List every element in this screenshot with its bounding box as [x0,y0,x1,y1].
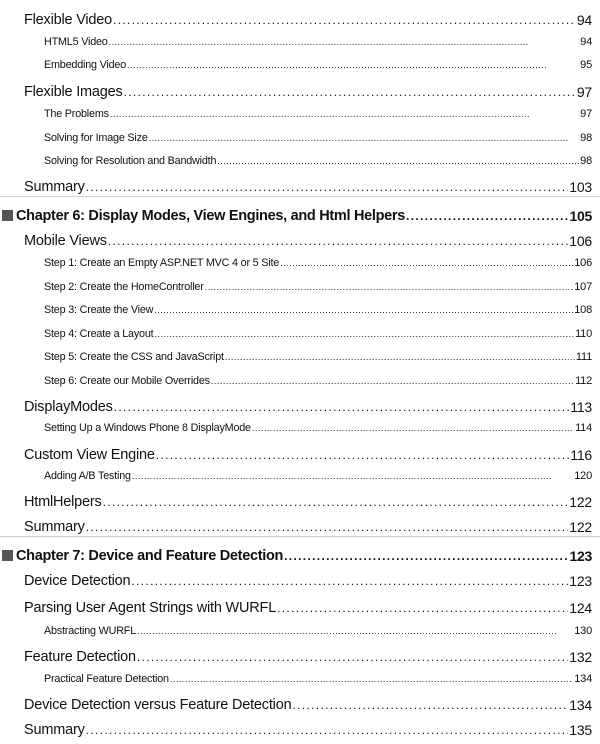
toc-entry-title: Flexible Images [24,84,123,100]
toc-page-number: 98 [580,155,592,167]
dot-leader [113,12,576,28]
toc-subsection-row[interactable] [0,104,600,120]
toc-entry-title: Solving for Image Size [44,132,148,144]
toc-chapter-row[interactable] [0,204,600,224]
toc-section-row[interactable] [0,718,600,738]
toc-subsection-row[interactable] [0,371,600,387]
toc-chapter-row[interactable] [0,544,600,564]
dot-leader [109,36,580,48]
toc-page-number: 134 [574,673,592,685]
toc-entry-title: Embedding Video [44,59,127,71]
toc-subsection-row[interactable] [0,347,600,363]
toc-entry-title: Flexible Video [24,12,113,28]
toc-page-number: 94 [580,36,592,48]
toc-page-number: 111 [575,351,592,363]
toc-section-row[interactable] [0,569,600,589]
dot-leader [277,600,568,616]
dot-leader [86,179,569,195]
toc-entry-title: Custom View Engine [24,447,155,463]
toc-subsection-row[interactable] [0,324,600,340]
toc-entry-title: Step 3: Create the View [44,304,154,316]
dot-leader [137,625,573,637]
toc-subsection-row[interactable] [0,253,600,269]
dot-leader [284,548,568,564]
toc-page-number: 112 [575,375,592,387]
toc-page-number: 94 [576,12,592,28]
toc-entry-title: Step 1: Create an Empty ASP.NET MVC 4 or 5 Site [44,257,280,269]
toc-page-number: 130 [574,625,592,637]
toc-entry-title: Step 5: Create the CSS and JavaScript [44,351,224,363]
dot-leader [406,208,568,224]
toc-page-number: 122 [569,519,592,535]
toc-section-row[interactable] [0,515,600,535]
dot-leader [252,422,574,434]
toc-section-row[interactable] [0,80,600,100]
toc-subsection-row[interactable] [0,55,600,71]
dot-leader [149,132,580,144]
toc-page-number: 124 [569,600,592,616]
toc-entry-title: Setting Up a Windows Phone 8 DisplayMode [44,422,251,434]
toc-entry-title: Feature Detection [24,649,136,665]
dot-leader [211,375,574,387]
toc-page-number: 134 [569,697,592,713]
toc-subsection-row[interactable] [0,32,600,48]
toc-subsection-row[interactable] [0,621,600,637]
toc-entry-title: Parsing User Agent Strings with WURFL [24,600,277,616]
dot-leader [225,351,575,363]
toc-section-row[interactable] [0,175,600,195]
toc-entry-title: Step 2: Create the HomeController [44,281,204,293]
toc-page-number: 108 [574,304,592,316]
dot-leader [154,304,573,316]
dot-leader [280,257,573,269]
dot-leader [114,399,570,415]
toc-page-number: 122 [569,494,592,510]
toc-entry-title: Chapter 6: Display Modes, View Engines, and Html Helpers [16,208,406,224]
toc-subsection-row[interactable] [0,128,600,144]
toc-entry-title: Step 4: Create a Layout [44,328,154,340]
dot-leader [131,573,568,589]
dot-leader [154,328,574,340]
dot-leader [217,155,579,167]
toc-section-row[interactable] [0,645,600,665]
toc-section-row[interactable] [0,693,600,713]
toc-page-number: 107 [574,281,592,293]
toc-section-row[interactable] [0,229,600,249]
toc-entry-title: DisplayModes [24,399,113,415]
toc-page-number: 105 [569,208,592,224]
toc-subsection-row[interactable] [0,418,600,434]
toc-page-number: 103 [569,179,592,195]
toc-page-number: 106 [569,233,592,249]
toc-section-row[interactable] [0,8,600,28]
toc-entry-title: Practical Feature Detection [44,673,169,685]
toc-entry-title: Chapter 7: Device and Feature Detection [16,548,284,564]
toc-entry-title: Summary [24,722,85,738]
toc-page-number: 135 [569,722,592,738]
dot-leader [292,697,568,713]
toc-section-row[interactable] [0,443,600,463]
toc-entry-title: Solving for Resolution and Bandwidth [44,155,217,167]
dot-leader [132,470,573,482]
toc-entry-title: Device Detection [24,573,131,589]
dot-leader [127,59,579,71]
toc-entry-title: Summary [24,179,85,195]
dot-leader [170,673,573,685]
dot-leader [108,233,568,249]
toc-entry-title: Step 6: Create our Mobile Overrides [44,375,210,387]
toc-subsection-row[interactable] [0,466,600,482]
toc-page-number: 114 [575,422,592,434]
toc-page-number: 95 [580,59,592,71]
chapter-divider [0,536,600,537]
chapter-bullet-icon [2,550,13,561]
toc-subsection-row[interactable] [0,300,600,316]
toc-page-number: 113 [570,399,592,415]
toc-entry-title: Abstracting WURFL [44,625,136,637]
dot-leader [124,84,576,100]
toc-entry-title: Adding A/B Testing [44,470,131,482]
dot-leader [86,722,569,738]
toc-entry-title: HtmlHelpers [24,494,102,510]
toc-page-number: 97 [580,108,592,120]
toc-subsection-row[interactable] [0,669,600,685]
toc-subsection-row[interactable] [0,151,600,167]
toc-entry-title: Mobile Views [24,233,107,249]
toc-page-number: 110 [575,328,592,340]
toc-section-row[interactable] [0,490,600,510]
dot-leader [205,281,574,293]
toc-section-row[interactable] [0,395,600,415]
toc-page-number: 120 [574,470,592,482]
toc-page-number: 98 [580,132,592,144]
dot-leader [156,447,570,463]
toc-page-number: 106 [574,257,592,269]
toc-entry-title: Summary [24,519,85,535]
toc-entry-title: Device Detection versus Feature Detection [24,697,292,713]
toc-page-number: 123 [569,573,592,589]
dot-leader [103,494,569,510]
dot-leader [86,519,569,535]
toc-entry-title: HTML5 Video [44,36,108,48]
toc-page-number: 97 [576,84,592,100]
chapter-divider [0,196,600,197]
chapter-bullet-icon [2,210,13,221]
toc-section-row[interactable] [0,596,600,616]
toc-entry-title: The Problems [44,108,109,120]
toc-page-number: 132 [569,649,592,665]
toc-page-number: 123 [569,548,592,564]
dot-leader [110,108,579,120]
dot-leader [137,649,568,665]
toc-subsection-row[interactable] [0,277,600,293]
toc-page-number: 116 [570,447,592,463]
